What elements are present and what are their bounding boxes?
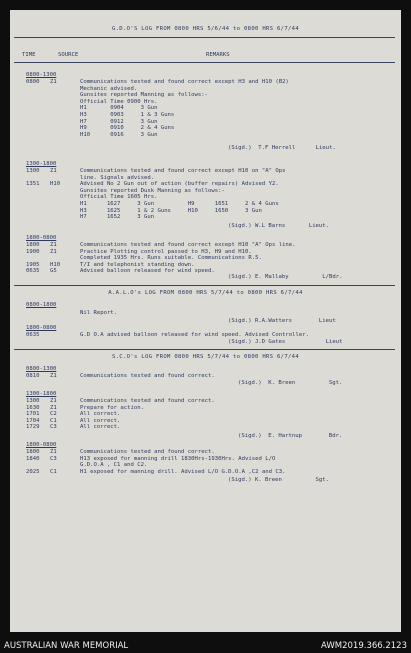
log-entry-row (26, 255, 393, 262)
entry-source: C1 (50, 417, 57, 424)
entry-remarks: Communications tested and found correct. (80, 398, 215, 404)
entry-remarks: H1 1627 3 Gun H9 1651 2 & 4 Guns (80, 200, 279, 207)
entry-remarks: Mechanic advised. (80, 85, 138, 92)
entry-time: 1351 (26, 181, 40, 188)
entry-remarks: H7 0912 3 Gun (80, 118, 158, 125)
log-entry-row (26, 181, 393, 188)
entry-source (50, 214, 80, 221)
entry-remarks: Advised No 2 Gun out of action (buffer repairs) Advised Y2. (80, 181, 279, 188)
period-heading: 1800-0800 (26, 235, 57, 241)
log-remark: Nil Report. (80, 310, 118, 316)
entry-remarks: All correct. (80, 411, 121, 418)
entry-remarks: H3 1625 1 & 2 Guns H10 1650 3 Gun (80, 207, 262, 214)
period-heading: 0800-1300 (26, 72, 57, 78)
log-entries (26, 332, 393, 339)
entry-remarks: Practice Plotting control passed to H3, H9 and H10. (80, 248, 252, 255)
entry-remarks: Gunsites reported Dusk Manning as follows:- (80, 187, 225, 194)
entry-remarks: Communications tested and found correct. (80, 373, 215, 379)
period-heading: 1800-0800 (26, 325, 57, 331)
archive-footer (0, 638, 411, 653)
log-entry-row (26, 92, 393, 99)
signature-line: (Sigd.) E. Mallaby L/Bdr. (228, 274, 343, 280)
entry-time (26, 119, 50, 126)
log-entry-row (26, 332, 393, 339)
column-header-time: TIME (22, 52, 36, 58)
signature-line: (Sigd.) K. Breen Sgt. (228, 477, 330, 483)
divider (14, 37, 395, 38)
log-entry-row (26, 112, 393, 119)
entry-time (26, 92, 50, 99)
entry-time: 1900 (26, 248, 40, 255)
entry-source: Z1 (50, 79, 57, 85)
log-entry-row (26, 405, 393, 412)
log-entry-row (26, 411, 393, 418)
document-page (10, 10, 401, 632)
log-entries (26, 449, 393, 475)
entry-time (26, 86, 50, 93)
entry-source: C3 (50, 424, 57, 431)
entry-time (26, 175, 50, 182)
log-entries (26, 168, 393, 221)
entry-source (50, 132, 80, 139)
entry-source: Z1 (50, 168, 57, 174)
divider (14, 285, 395, 286)
entry-source: G5 (50, 268, 57, 275)
entry-remarks: T/I and telephonist standing down. (80, 261, 195, 268)
entry-remarks: All correct. (80, 424, 121, 431)
log-entry-row (26, 119, 393, 126)
entry-source: Z1 (50, 449, 57, 455)
entry-time: 1800 (26, 242, 40, 248)
log-entries (26, 398, 393, 431)
entry-remarks: line. Signals advised. (80, 174, 155, 181)
log-entry-row (26, 201, 393, 208)
divider (14, 62, 395, 63)
entry-time: 1905 (26, 261, 40, 268)
entry-time: 0800 (26, 79, 40, 85)
log-entry-row (26, 86, 393, 93)
aalo-log-title: A.A.L.O's LOG FROM 0800 HRS 5/7/44 to 0800 HRS 6/7/44 (108, 290, 303, 296)
entry-source: C1 (50, 468, 57, 475)
entry-time (26, 255, 50, 262)
log-entry-row (26, 168, 393, 175)
entry-remarks: H3 0903 1 & 3 Guns (80, 111, 175, 118)
entry-time (26, 105, 50, 112)
period-heading: 1300-1800 (26, 161, 57, 167)
entry-source (50, 125, 80, 132)
entry-time (26, 132, 50, 139)
entry-time: 1800 (26, 449, 40, 455)
entry-source: H10 (50, 261, 61, 268)
period-heading: 0800-1800 (26, 302, 57, 308)
entry-time (26, 201, 50, 208)
divider (14, 349, 395, 350)
entry-source: Z1 (50, 373, 57, 379)
entry-time: 1729 (26, 424, 40, 431)
log-entry-row (26, 469, 393, 476)
entry-remarks: H13 exposed for manning drill 1830Hrs-1930Hrs. Advised L/O (80, 455, 276, 462)
entry-remarks: H1 0904 3 Gun (80, 105, 158, 112)
entry-remarks: Advised balloon released for wind speed. (80, 268, 215, 275)
entry-source (50, 332, 80, 339)
entry-source (50, 462, 80, 469)
log-entry-row (26, 214, 393, 221)
entry-source (50, 194, 80, 201)
entry-time: 1630 (26, 404, 40, 411)
entry-remarks: G.D O.A advised balloon released for wind speed. Advised Controller. (80, 332, 310, 338)
signature-line: (Sigd.) T.F Herrell Lieut. (228, 145, 336, 151)
log-entry-row (26, 418, 393, 425)
entry-source (50, 105, 80, 112)
entry-time: 1300 (26, 398, 40, 404)
entry-time: 0810 (26, 373, 40, 379)
entry-source: C2 (50, 411, 57, 418)
log-entry-row (26, 99, 393, 106)
entry-time (26, 462, 50, 469)
entry-time (26, 194, 50, 201)
entry-time (26, 112, 50, 119)
entry-remarks: H7 1652 3 Gun (80, 214, 155, 221)
entry-time: 1701 (26, 411, 40, 418)
entry-time: 2025 (26, 468, 40, 475)
entry-source: C3 (50, 455, 57, 462)
entry-source (50, 201, 80, 208)
entry-remarks: Communications tested and found correct except H3 and H10 (B2) (80, 79, 289, 85)
entry-source: Z1 (50, 404, 57, 411)
signature-line: (Sigd.) K. Breen Sgt. (238, 380, 343, 386)
entry-remarks: Official Time 0900 Hrs. (80, 98, 158, 105)
entry-remarks: Prepare for action. (80, 404, 144, 411)
entry-remarks: Official Time 1605 Hrs. (80, 194, 158, 201)
log-entry-row (26, 175, 393, 182)
log-entry-row (26, 262, 393, 269)
column-header-remarks: REMARKS (206, 52, 230, 58)
log-entry-row (26, 194, 393, 201)
log-entries (26, 79, 393, 138)
entry-remarks: H1 exposed for manning drill. Advised L/O G.D.O.A ,C2 and C3. (80, 468, 286, 475)
entry-source (50, 99, 80, 106)
footer-institution: AUSTRALIAN WAR MEMORIAL (4, 640, 129, 651)
log-entries (26, 373, 393, 380)
footer-accession-number: AWM2019.366.2123 (321, 640, 407, 651)
log-entry-row (26, 188, 393, 195)
entry-remarks: H9 0910 2 & 4 Guns (80, 125, 175, 132)
log-entries (26, 242, 393, 275)
entry-time: 1840 (26, 455, 40, 462)
log-entry-row (26, 132, 393, 139)
entry-remarks: G.D.O.A , C1 and C2. (80, 462, 148, 469)
log-entry-row (26, 456, 393, 463)
log-entry-row (26, 424, 393, 431)
signature-line: (Sigd.) W.L Barns Lieut. (228, 223, 330, 229)
period-heading: 1800-0800 (26, 442, 57, 448)
log-entry-row (26, 208, 393, 215)
entry-remarks: All correct. (80, 417, 121, 424)
log-entry-row (26, 125, 393, 132)
entry-source (50, 119, 80, 126)
entry-time (26, 99, 50, 106)
log-entry-row (26, 249, 393, 256)
entry-source: Z1 (50, 248, 57, 255)
entry-remarks: Communications tested and found correct. (80, 449, 215, 455)
entry-time: 1300 (26, 168, 40, 174)
entry-source: Z1 (50, 398, 57, 404)
log-entry-row (26, 462, 393, 469)
entry-source: H10 (50, 181, 61, 188)
entry-time (26, 208, 50, 215)
entry-remarks: H10 0916 3 Gun (80, 131, 158, 138)
entry-source (50, 255, 80, 262)
log-entry-row (26, 373, 393, 380)
entry-time (26, 188, 50, 195)
period-heading: 1300-1800 (26, 391, 57, 397)
entry-remarks: Completed 1935 Hrs. Runs suitable. Communications R.5. (80, 255, 262, 262)
signature-line: (Sigd.) E. Hartnup Bdr. (238, 433, 343, 439)
entry-time (26, 214, 50, 221)
entry-remarks: Communications tested and found correct except H10 on "A" Ops (80, 168, 286, 174)
entry-source (50, 86, 80, 93)
log-entry-row (26, 449, 393, 456)
entry-source (50, 175, 80, 182)
signature-line: (Sigd.) R.A.Watters Lieut (228, 318, 336, 324)
log-entry-row (26, 105, 393, 112)
entry-source (50, 112, 80, 119)
entry-time (26, 125, 50, 132)
entry-source (50, 188, 80, 195)
column-header-source: SOURCE (58, 52, 79, 58)
entry-source (50, 208, 80, 215)
entry-source (50, 92, 80, 99)
gdo-log-title: G.D.O'S LOG FROM 0800 HRS 5/6/44 to 0800 HRS 6/7/44 (111, 26, 300, 32)
entry-time: 0635 (26, 332, 40, 338)
entry-time: 0635 (26, 268, 40, 275)
period-heading: 0800-1300 (26, 366, 57, 372)
log-entry-row (26, 242, 393, 249)
sco-log-title: S.C.O's LOG FROM 0800 HRS 5/7/44 to 0800 HRS 6/7/44 (111, 354, 300, 360)
signature-line: (Sigd.) J.D Gates Lieut (228, 339, 343, 345)
entry-remarks: Communications tested and found correct except H10 "A" Ops line. (80, 242, 296, 248)
log-entry-row (26, 79, 393, 86)
entry-source: Z1 (50, 242, 57, 248)
log-entry-row (26, 398, 393, 405)
entry-time: 1704 (26, 417, 40, 424)
entry-remarks: Gunsites reported Manning as follows:- (80, 92, 208, 99)
